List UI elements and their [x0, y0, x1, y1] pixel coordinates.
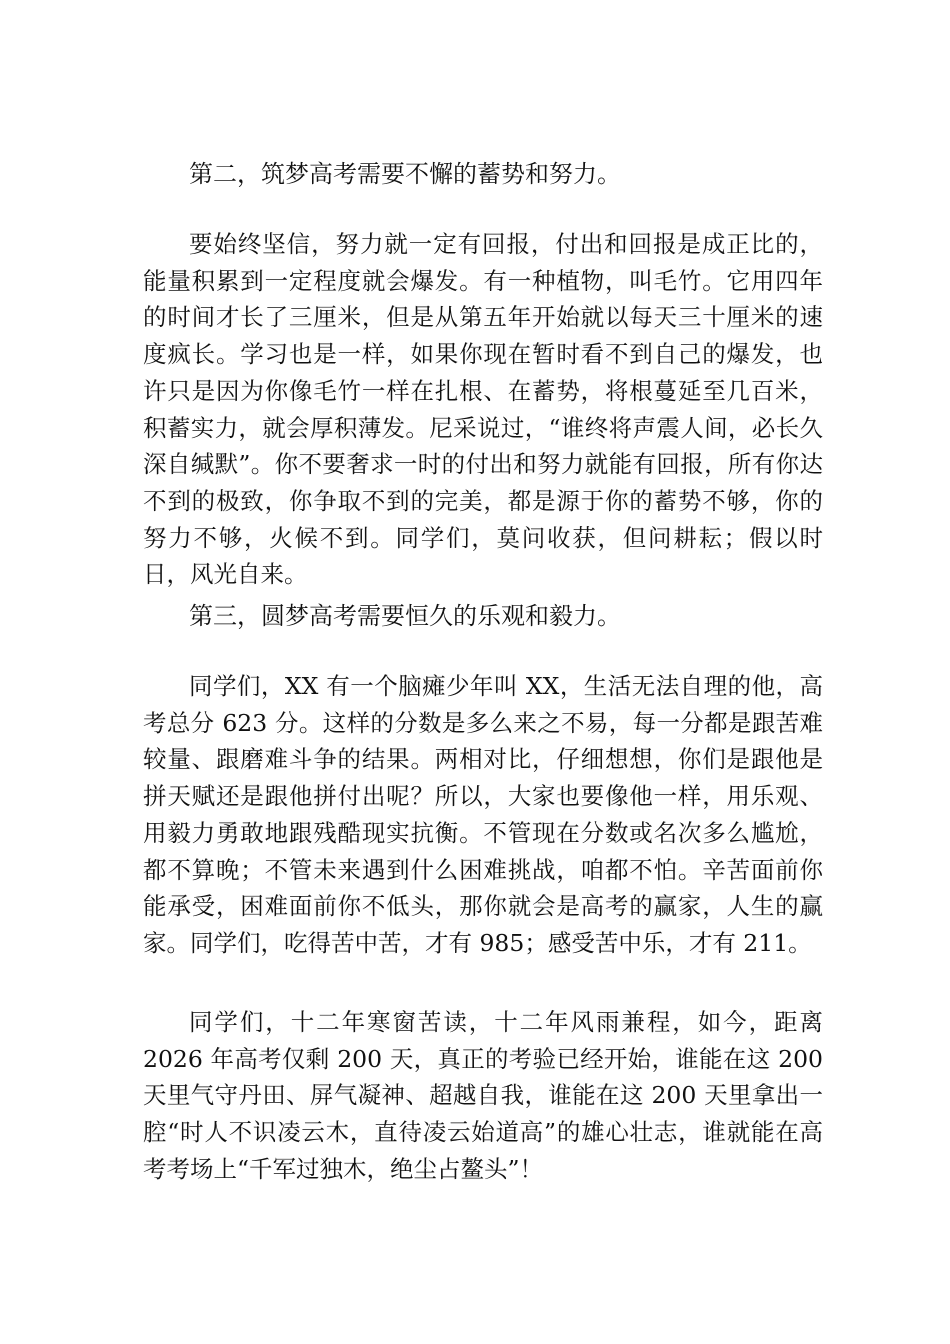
paragraph-countdown: 同学们，十二年寒窗苦读，十二年风雨兼程，如今，距离 2026 年高考仅剩 200 天，真正的考验已经开始，谁能在这 200 天里气守丹田、屏气凝神、超越自我，谁能在这 200 天里拿出一腔“时人不识凌云木，直待凌云始道高”的雄心壮志，谁就能在高考考场上“千军过独木，绝尘占鳌头”！ — [143, 1008, 823, 1183]
paragraph-persistence: 要始终坚信，努力就一定有回报，付出和回报是成正比的，能量积累到一定程度就会爆发。有一种植物，叫毛竹。它用四年的时间才长了三厘米，但是从第五年开始就以每天三十厘米的速度疯长。学习也是一样，如果你现在暂时看不到自己的爆发，也许只是因为你像毛竹一样在扎根、在蓄势，将根蔓延至几百米，积蓄实力，就会厚积薄发。尼采说过，“谁终将声震人间，必长久深自缄默”。你不要奢求一时的付出和努力就能有回报，所有你达不到的极致，你争取不到的完美，都是源于你的蓄势不够，你的努力不够，火候不到。同学们，莫问收获，但问耕耘；假以时日，风光自来。 — [143, 230, 823, 589]
paragraph-optimism: 同学们，XX 有一个脑瘫少年叫 XX，生活无法自理的他，高考总分 623 分。这样的分数是多么来之不易，每一分都是跟苦难较量、跟磨难斗争的结果。两相对比，仔细想想，你们是跟他是拼天赋还是跟他拼付出呢？所以，大家也要像他一样，用乐观、用毅力勇敢地跟残酷现实抗衡。不管现在分数或名次多么尴尬，都不算晚；不管未来遇到什么困难挑战，咱都不怕。辛苦面前你能承受，困难面前你不低头，那你就会是高考的赢家，人生的赢家。同学们，吃得苦中苦，才有 985；感受苦中乐，才有 211。 — [143, 672, 823, 957]
section-heading-third: 第三，圆梦高考需要恒久的乐观和毅力。 — [189, 602, 621, 630]
section-heading-second: 第二，筑梦高考需要不懈的蓄势和努力。 — [189, 160, 621, 188]
